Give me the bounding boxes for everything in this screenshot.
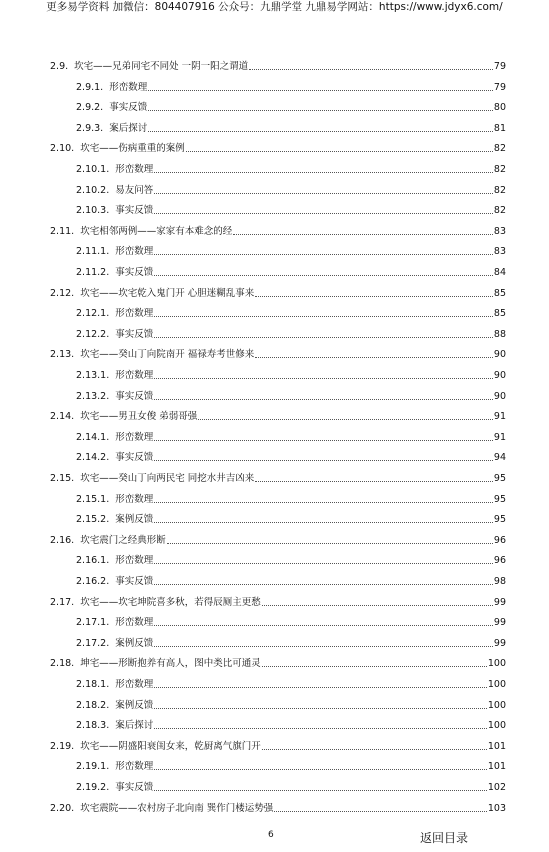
toc-entry-page: 98 bbox=[493, 576, 506, 587]
toc-entry-title: 坎宅——癸山丁向两民宅 同挖水井吉凶来 bbox=[80, 473, 255, 484]
toc-dot-leader bbox=[154, 192, 493, 194]
toc-dot-leader bbox=[255, 480, 493, 482]
toc-entry-page: 95 bbox=[493, 473, 506, 484]
toc-dot-leader bbox=[198, 418, 493, 420]
toc-entry-number: 2.11.2. bbox=[76, 267, 110, 278]
toc-entry-page: 88 bbox=[493, 328, 506, 340]
toc-entry-number: 2.9.3. bbox=[76, 122, 104, 134]
toc-entry-page: 99 bbox=[493, 617, 506, 629]
toc-entry-number: 2.15.2. bbox=[76, 514, 110, 526]
toc-entry-page: 85 bbox=[493, 308, 506, 320]
toc-entry-title: 形峦数理 bbox=[115, 761, 154, 773]
toc-entry[interactable] bbox=[76, 432, 506, 444]
toc-entry[interactable] bbox=[76, 638, 506, 650]
toc-entry-title: 坎宅——阴盛阳衰闺女来，乾厨离气旗门开 bbox=[80, 740, 261, 752]
toc-dot-leader bbox=[154, 212, 493, 214]
toc-entry[interactable] bbox=[76, 555, 506, 567]
toc-entry-page: 103 bbox=[487, 802, 506, 814]
toc-entry[interactable] bbox=[76, 82, 506, 94]
toc-entry-number: 2.19.1. bbox=[76, 761, 110, 773]
toc-entry-title: 形峦数理 bbox=[115, 308, 154, 320]
toc-entry[interactable] bbox=[50, 741, 506, 753]
toc-entry-number: 2.18.2. bbox=[76, 699, 110, 711]
toc-entry-page: 100 bbox=[487, 679, 506, 690]
toc-dot-leader bbox=[154, 583, 493, 585]
toc-dot-leader bbox=[154, 521, 493, 523]
toc-entry-page: 90 bbox=[493, 390, 506, 402]
toc-entry[interactable] bbox=[50, 473, 506, 485]
toc-entry-page: 79 bbox=[493, 61, 506, 72]
toc-entry-page: 101 bbox=[487, 761, 506, 773]
toc-entry-page: 91 bbox=[493, 411, 506, 423]
toc-dot-leader bbox=[167, 542, 493, 544]
toc-entry-title: 事实反馈 bbox=[115, 205, 154, 217]
toc-entry-page: 95 bbox=[493, 493, 506, 505]
toc-entry[interactable] bbox=[76, 761, 506, 773]
toc-entry[interactable] bbox=[50, 143, 506, 155]
toc-entry-page: 90 bbox=[493, 370, 506, 381]
toc-entry-number: 2.11. bbox=[50, 225, 75, 237]
toc-dot-leader bbox=[255, 356, 493, 358]
toc-entry[interactable] bbox=[76, 205, 506, 217]
toc-entry[interactable] bbox=[50, 535, 506, 547]
toc-entry-page: 96 bbox=[493, 555, 506, 567]
toc-entry-number: 2.15.1. bbox=[76, 493, 110, 505]
toc-entry[interactable] bbox=[50, 411, 506, 423]
toc-entry-number: 2.11.1. bbox=[76, 246, 110, 258]
toc-entry-page: 90 bbox=[493, 349, 506, 361]
toc-dot-leader bbox=[154, 253, 493, 255]
toc-entry[interactable] bbox=[76, 782, 506, 794]
toc-entry-number: 2.18. bbox=[50, 658, 75, 670]
toc-entry-number: 2.19. bbox=[50, 740, 75, 752]
toc-dot-leader bbox=[154, 439, 493, 441]
toc-entry-page: 100 bbox=[487, 720, 506, 732]
toc-entry-number: 2.14.2. bbox=[76, 452, 110, 464]
toc-entry[interactable] bbox=[76, 391, 506, 403]
toc-entry-number: 2.17.1. bbox=[76, 617, 110, 629]
toc-entry-page: 100 bbox=[487, 699, 506, 711]
toc-entry-title: 坎宅——癸山丁向院南开 福禄寿考世修来 bbox=[80, 349, 255, 361]
toc-entry-number: 2.14. bbox=[50, 411, 75, 423]
toc-dot-leader bbox=[154, 768, 487, 770]
toc-entry-page: 80 bbox=[493, 102, 506, 114]
toc-dot-leader bbox=[154, 562, 493, 564]
toc-entry-page: 100 bbox=[487, 658, 506, 670]
toc-entry-page: 82 bbox=[493, 143, 506, 155]
toc-entry-title: 坎宅——坎宅乾入鬼门开 心胆迷糊乱事来 bbox=[80, 287, 255, 299]
toc-entry-page: 82 bbox=[493, 164, 506, 175]
toc-dot-leader bbox=[154, 171, 493, 173]
toc-entry-title: 案例反馈 bbox=[115, 699, 154, 711]
toc-entry-title: 坎宅——伤病重重的案例 bbox=[80, 143, 185, 155]
toc-entry-page: 85 bbox=[493, 287, 506, 299]
toc-entry[interactable] bbox=[50, 597, 506, 609]
toc-entry-number: 2.13.1. bbox=[76, 370, 110, 381]
toc-dot-leader bbox=[148, 109, 493, 111]
toc-entry-title: 事实反馈 bbox=[115, 328, 154, 340]
toc-entry-title: 形峦数理 bbox=[115, 370, 154, 381]
toc-entry-title: 形峦数理 bbox=[115, 493, 154, 505]
toc-entry[interactable] bbox=[76, 494, 506, 506]
toc-entry-title: 形峦数理 bbox=[115, 431, 154, 443]
toc-dot-leader bbox=[154, 707, 487, 709]
toc-entry[interactable] bbox=[50, 803, 506, 815]
toc-entry-number: 2.13. bbox=[50, 349, 75, 361]
toc-entry-title: 形峦数理 bbox=[115, 555, 154, 567]
toc-entry-page: 102 bbox=[487, 782, 506, 793]
toc-entry-number: 2.14.1. bbox=[76, 431, 110, 443]
toc-dot-leader bbox=[154, 789, 487, 791]
toc-entry-page: 82 bbox=[493, 184, 506, 196]
toc-dot-leader bbox=[154, 398, 493, 400]
toc-entry-title: 事实反馈 bbox=[109, 102, 148, 114]
toc-dot-leader bbox=[154, 624, 493, 626]
toc-dot-leader bbox=[262, 604, 493, 606]
toc-entry-number: 2.18.3. bbox=[76, 720, 110, 732]
toc-entry-number: 2.10.1. bbox=[76, 164, 110, 175]
toc-entry-number: 2.9. bbox=[50, 61, 69, 72]
toc-entry[interactable] bbox=[76, 123, 506, 135]
toc-entry-number: 2.17.2. bbox=[76, 637, 110, 649]
toc-dot-leader bbox=[154, 315, 493, 317]
toc-entry-title: 坎宅震门之经典形断 bbox=[80, 534, 166, 546]
toc-entry[interactable] bbox=[50, 658, 506, 670]
toc-entry-page: 82 bbox=[493, 205, 506, 217]
toc-entry[interactable] bbox=[76, 617, 506, 629]
toc-entry-number: 2.12. bbox=[50, 287, 75, 299]
toc-entry-title: 事实反馈 bbox=[115, 267, 154, 278]
toc-entry-page: 99 bbox=[493, 596, 506, 608]
toc-entry-title: 案例反馈 bbox=[115, 637, 154, 649]
toc-entry[interactable] bbox=[50, 349, 506, 361]
toc-entry-title: 形峦数理 bbox=[115, 164, 154, 175]
toc-entry-number: 2.16.2. bbox=[76, 576, 110, 587]
toc-dot-leader bbox=[255, 295, 493, 297]
header-banner: 更多易学资料 加微信：804407916 公众号：九鼎学堂 九鼎易学网站：https://www.jdyx6.com/ bbox=[46, 1, 503, 13]
toc-dot-leader bbox=[154, 501, 493, 503]
toc-entry[interactable] bbox=[76, 185, 506, 197]
toc-entry-title: 案后探讨 bbox=[109, 122, 148, 134]
toc-dot-leader bbox=[154, 274, 493, 276]
toc-dot-leader bbox=[186, 150, 493, 152]
toc-entry[interactable] bbox=[76, 370, 506, 382]
toc-dot-leader bbox=[262, 748, 487, 750]
toc-entry-title: 形峦数理 bbox=[115, 679, 154, 690]
toc-entry-number: 2.12.1. bbox=[76, 308, 110, 320]
toc-dot-leader bbox=[233, 233, 493, 235]
toc-dot-leader bbox=[262, 665, 487, 667]
toc-entry[interactable] bbox=[76, 329, 506, 341]
toc-entry-number: 2.16.1. bbox=[76, 555, 110, 567]
toc-entry-title: 事实反馈 bbox=[115, 452, 154, 464]
toc-entry-number: 2.10. bbox=[50, 143, 75, 155]
toc-dot-leader bbox=[148, 89, 493, 91]
toc-entry[interactable] bbox=[76, 246, 506, 258]
toc-entry[interactable] bbox=[76, 102, 506, 114]
toc-entry-title: 案后探讨 bbox=[115, 720, 154, 732]
toc-entry-number: 2.9.2. bbox=[76, 102, 104, 114]
toc-dot-leader bbox=[274, 810, 487, 812]
toc-entry[interactable] bbox=[76, 576, 506, 588]
toc-entry-page: 83 bbox=[493, 246, 506, 258]
toc-entry-number: 2.20. bbox=[50, 802, 75, 814]
back-to-contents-link[interactable]: 返回目录 bbox=[420, 831, 469, 845]
toc-entry[interactable] bbox=[76, 514, 506, 526]
toc-dot-leader bbox=[154, 459, 493, 461]
toc-entry-page: 101 bbox=[487, 740, 506, 752]
toc-entry[interactable] bbox=[76, 700, 506, 712]
toc-entry-page: 96 bbox=[493, 534, 506, 546]
toc-entry-title: 坎宅震院——农村房子北向南 巽作门楼运势强 bbox=[80, 802, 274, 814]
toc-entry-title: 形峦数理 bbox=[115, 246, 154, 258]
toc-entry-title: 事实反馈 bbox=[115, 576, 154, 587]
toc-entry[interactable] bbox=[76, 308, 506, 320]
toc-entry-title: 坤宅——形断抱养有高人，图中类比可通灵 bbox=[80, 658, 261, 670]
toc-entry-title: 坎宅相邻两例——家家有本难念的经 bbox=[80, 225, 233, 237]
toc-entry-title: 事实反馈 bbox=[115, 782, 154, 793]
toc-dot-leader bbox=[154, 645, 493, 647]
toc-entry-number: 2.19.2. bbox=[76, 782, 110, 793]
toc-entry-title: 易友问答 bbox=[115, 184, 154, 196]
toc-entry-page: 91 bbox=[493, 431, 506, 443]
toc-entry[interactable] bbox=[76, 164, 506, 176]
toc-entry-page: 79 bbox=[493, 81, 506, 93]
toc-entry[interactable] bbox=[76, 267, 506, 279]
toc-entry-title: 形峦数理 bbox=[115, 617, 154, 629]
toc-entry[interactable] bbox=[50, 288, 506, 300]
toc-entry-page: 99 bbox=[493, 637, 506, 649]
toc-entry-title: 坎宅——兄弟同宅不同处 一阴一阳之谓道 bbox=[74, 61, 249, 72]
toc-entry[interactable] bbox=[50, 61, 506, 73]
toc-entry-title: 案例反馈 bbox=[115, 514, 154, 526]
toc-entry-number: 2.18.1. bbox=[76, 679, 110, 690]
toc-entry-number: 2.9.1. bbox=[76, 81, 104, 93]
toc-entry[interactable] bbox=[76, 679, 506, 691]
toc-entry[interactable] bbox=[76, 452, 506, 464]
toc-entry-title: 形峦数理 bbox=[109, 81, 148, 93]
toc-dot-leader bbox=[154, 686, 487, 688]
toc-entry[interactable] bbox=[76, 720, 506, 732]
toc-entry-title: 事实反馈 bbox=[115, 390, 154, 402]
toc-dot-leader bbox=[154, 336, 493, 338]
toc-entry-page: 84 bbox=[493, 267, 506, 278]
toc-entry-title: 坎宅——坎宅坤院喜多秋，若得辰厕主更愁 bbox=[80, 596, 261, 608]
toc-entry-number: 2.17. bbox=[50, 596, 75, 608]
toc-entry-number: 2.10.3. bbox=[76, 205, 110, 217]
toc-entry[interactable] bbox=[50, 226, 506, 238]
toc-dot-leader bbox=[154, 727, 487, 729]
toc-entry-page: 81 bbox=[493, 122, 506, 134]
toc-entry-number: 2.16. bbox=[50, 534, 75, 546]
toc-dot-leader bbox=[154, 377, 493, 379]
toc-entry-number: 2.10.2. bbox=[76, 184, 110, 196]
toc-entry-number: 2.15. bbox=[50, 473, 75, 484]
toc-entry-page: 83 bbox=[493, 225, 506, 237]
toc-entry-page: 95 bbox=[493, 514, 506, 526]
toc-dot-leader bbox=[148, 130, 493, 132]
toc-entry-number: 2.12.2. bbox=[76, 328, 110, 340]
toc-dot-leader bbox=[249, 68, 493, 70]
toc-entry-number: 2.13.2. bbox=[76, 390, 110, 402]
toc-entry-page: 94 bbox=[493, 452, 506, 464]
page-number: 6 bbox=[268, 830, 274, 840]
toc-entry-title: 坎宅——男丑女俊 弟弱哥强 bbox=[80, 411, 198, 423]
